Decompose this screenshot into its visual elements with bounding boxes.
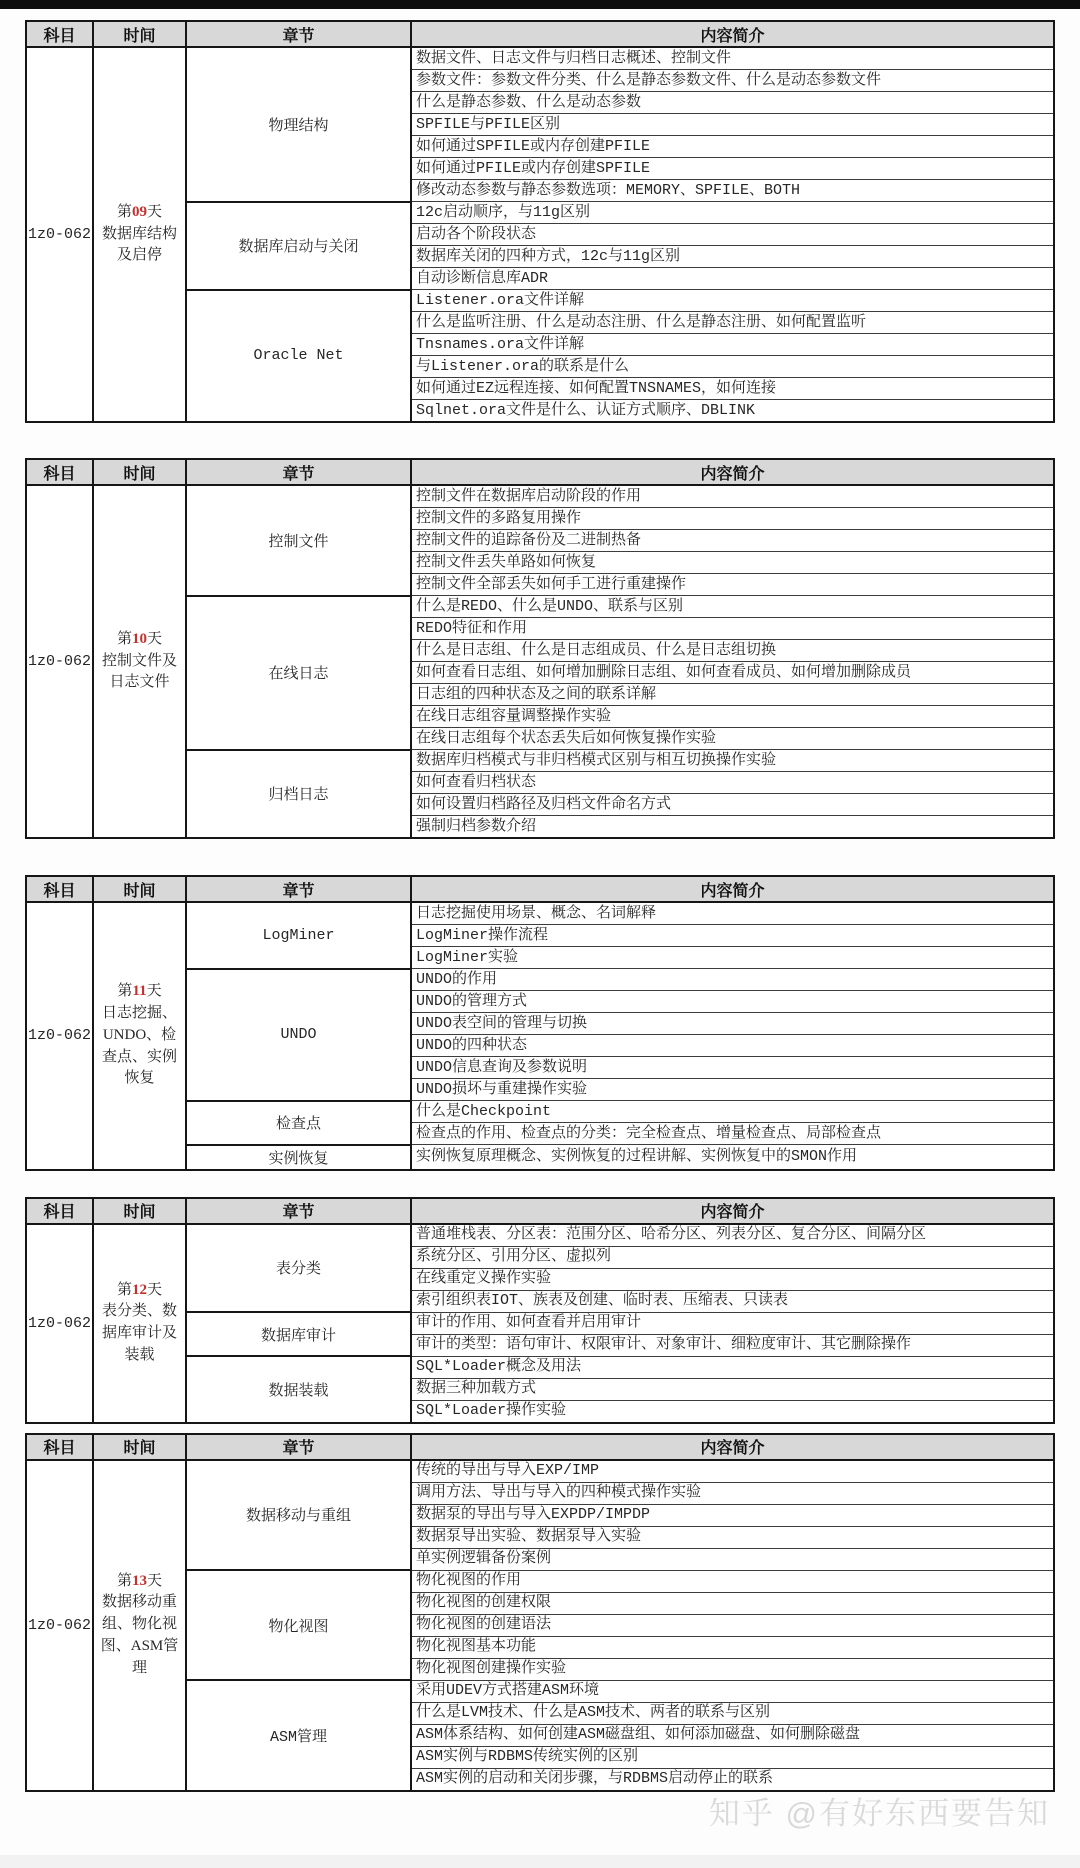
table-row [26, 47, 1054, 70]
content-cell: 审计的作用、如何查看并启用审计 [411, 1312, 1054, 1334]
day-suffix: 天 [147, 203, 163, 220]
content-cell: UNDO表空间的管理与切换 [411, 1013, 1054, 1035]
content-cell: ASM实例与RDBMS传统实例的区别 [411, 1746, 1054, 1768]
content-cell: 数据三种加载方式 [411, 1378, 1054, 1400]
day-number: 11 [132, 983, 147, 1000]
subject-cell: 1z0-062 [26, 47, 93, 422]
content-cell: 与Listener.ora的联系是什么 [411, 356, 1054, 378]
content-cell: 修改动态参数与静态参数选项：MEMORY、SPFILE、BOTH [411, 180, 1054, 202]
content-cell: 什么是Checkpoint [411, 1101, 1054, 1123]
chapter-cell: 归档日志 [186, 750, 411, 839]
content-cell: 如何通过EZ远程连接、如何配置TNSNAMES，如何连接 [411, 378, 1054, 400]
content-cell: 控制文件在数据库启动阶段的作用 [411, 485, 1054, 508]
table-row [26, 902, 1054, 925]
content-cell: Sqlnet.ora文件是什么、认证方式顺序、DBLINK [411, 400, 1054, 423]
chapter-cell: 数据库启动与关闭 [186, 202, 411, 290]
chapter-cell: 表分类 [186, 1224, 411, 1313]
time-cell [93, 902, 186, 1170]
time-cell [93, 1224, 186, 1423]
course-table [25, 20, 1055, 423]
content-cell: 控制文件的追踪备份及二进制热备 [411, 530, 1054, 552]
header-row [26, 1434, 1054, 1460]
time-desc: 数据移动重组、物化视图、ASM管理 [100, 1594, 179, 1676]
table-row [26, 485, 1054, 508]
content-cell: 强制归档参数介绍 [411, 816, 1054, 839]
column-header: 章节 [186, 1198, 411, 1224]
content-cell: 如何查看日志组、如何增加删除日志组、如何查看成员、如何增加删除成员 [411, 662, 1054, 684]
day-number: 10 [132, 630, 147, 647]
column-header: 科目 [26, 459, 93, 485]
column-header: 内容简介 [411, 1198, 1054, 1224]
chapter-cell: Oracle Net [186, 290, 411, 423]
column-header: 章节 [186, 21, 411, 47]
content-cell: 什么是静态参数、什么是动态参数 [411, 92, 1054, 114]
header-row [26, 21, 1054, 47]
content-cell: 数据库归档模式与非归档模式区别与相互切换操作实验 [411, 750, 1054, 772]
day-suffix: 天 [146, 983, 162, 1000]
day-label [99, 202, 180, 224]
content-cell: 数据库关闭的四种方式，12c与11g区别 [411, 246, 1054, 268]
content-cell: 数据文件、日志文件与归档日志概述、控制文件 [411, 47, 1054, 70]
chapter-cell: 在线日志 [186, 596, 411, 750]
content-cell: UNDO损坏与重建操作实验 [411, 1079, 1054, 1101]
content-cell: 采用UDEV方式搭建ASM环境 [411, 1680, 1054, 1702]
column-header: 时间 [93, 21, 186, 47]
chapter-cell: 控制文件 [186, 485, 411, 596]
course-table [25, 1433, 1055, 1792]
content-cell: 在线日志组每个状态丢失后如何恢复操作实验 [411, 728, 1054, 750]
content-cell: ASM实例的启动和关闭步骤，与RDBMS启动停止的联系 [411, 1768, 1054, 1791]
content-cell: 启动各个阶段状态 [411, 224, 1054, 246]
content-cell: SPFILE与PFILE区别 [411, 114, 1054, 136]
time-cell [93, 485, 186, 838]
content-cell: Listener.ora文件详解 [411, 290, 1054, 312]
chapter-cell: 数据库审计 [186, 1312, 411, 1356]
time-cell [93, 1460, 186, 1791]
content-cell: 控制文件的多路复用操作 [411, 508, 1054, 530]
chapter-cell: 检查点 [186, 1101, 411, 1145]
header-row [26, 459, 1054, 485]
day-suffix: 天 [147, 1281, 163, 1298]
chapter-cell: UNDO [186, 969, 411, 1101]
day-label [99, 629, 180, 651]
column-header: 章节 [186, 459, 411, 485]
time-cell [93, 47, 186, 422]
day-prefix: 第 [116, 630, 132, 647]
column-header: 科目 [26, 1198, 93, 1224]
content-cell: 在线日志组容量调整操作实验 [411, 706, 1054, 728]
day-prefix: 第 [116, 1281, 132, 1298]
content-cell: 日志组的四种状态及之间的联系详解 [411, 684, 1054, 706]
day-suffix: 天 [147, 630, 163, 647]
column-header: 章节 [186, 876, 411, 902]
day-prefix: 第 [117, 983, 133, 1000]
column-header: 内容简介 [411, 459, 1054, 485]
content-cell: 参数文件：参数文件分类、什么是静态参数文件、什么是动态参数文件 [411, 70, 1054, 92]
content-cell: 什么是日志组、什么是日志组成员、什么是日志组切换 [411, 640, 1054, 662]
time-desc: 控制文件及日志文件 [101, 652, 177, 691]
column-header: 科目 [26, 876, 93, 902]
content-cell: 什么是LVM技术、什么是ASM技术、两者的联系与区别 [411, 1702, 1054, 1724]
content-cell: LogMiner操作流程 [411, 925, 1054, 947]
content-cell: LogMiner实验 [411, 947, 1054, 969]
content-cell: 系统分区、引用分区、虚拟列 [411, 1246, 1054, 1268]
chapter-cell: ASM管理 [186, 1680, 411, 1791]
column-header: 内容简介 [411, 1434, 1054, 1460]
day-number: 09 [132, 203, 147, 220]
chapter-cell: 物化视图 [186, 1570, 411, 1680]
course-tables [25, 20, 1053, 1792]
content-cell: 什么是监听注册、什么是动态注册、什么是静态注册、如何配置监听 [411, 312, 1054, 334]
time-desc: 表分类、数据库审计及装载 [101, 1303, 177, 1363]
column-header: 时间 [93, 1434, 186, 1460]
column-header: 时间 [93, 459, 186, 485]
content-cell: 物化视图的创建语法 [411, 1614, 1054, 1636]
content-cell: 普通堆栈表、分区表：范围分区、哈希分区、列表分区、复合分区、间隔分区 [411, 1224, 1054, 1247]
content-cell: UNDO的四种状态 [411, 1035, 1054, 1057]
course-table [25, 458, 1055, 839]
time-desc: 日志挖掘、UNDO、检查点、实例恢复 [101, 1005, 177, 1087]
column-header: 时间 [93, 1198, 186, 1224]
content-cell: 数据泵的导出与导入EXPDP/IMPDP [411, 1504, 1054, 1526]
content-cell: UNDO的管理方式 [411, 991, 1054, 1013]
content-cell: 控制文件丢失单路如何恢复 [411, 552, 1054, 574]
column-header: 科目 [26, 21, 93, 47]
content-cell: 传统的导出与导入EXP/IMP [411, 1460, 1054, 1483]
content-cell: 如何查看归档状态 [411, 772, 1054, 794]
day-label [99, 1280, 180, 1302]
chapter-cell: 物理结构 [186, 47, 411, 202]
content-cell: 自动诊断信息库ADR [411, 268, 1054, 290]
content-cell: UNDO信息查询及参数说明 [411, 1057, 1054, 1079]
content-cell: 实例恢复原理概念、实例恢复的过程讲解、实例恢复中的SMON作用 [411, 1145, 1054, 1170]
content-cell: 单实例逻辑备份案例 [411, 1548, 1054, 1570]
chapter-cell: 数据装载 [186, 1356, 411, 1423]
content-cell: 在线重定义操作实验 [411, 1268, 1054, 1290]
subject-cell: 1z0-062 [26, 1460, 93, 1791]
top-black-bar [0, 0, 1080, 9]
column-header: 章节 [186, 1434, 411, 1460]
content-cell: 检查点的作用、检查点的分类：完全检查点、增量检查点、局部检查点 [411, 1123, 1054, 1145]
content-cell: Tnsnames.ora文件详解 [411, 334, 1054, 356]
content-cell: SQL*Loader概念及用法 [411, 1356, 1054, 1378]
subject-cell: 1z0-062 [26, 485, 93, 838]
watermark: 知乎 @有好东西要告知 [708, 1796, 1050, 1831]
column-header: 科目 [26, 1434, 93, 1460]
content-cell: 数据泵导出实验、数据泵导入实验 [411, 1526, 1054, 1548]
subject-cell: 1z0-062 [26, 902, 93, 1170]
day-prefix: 第 [116, 1572, 132, 1589]
content-cell: 审计的类型：语句审计、权限审计、对象审计、细粒度审计、其它删除操作 [411, 1334, 1054, 1356]
content-cell: 如何通过SPFILE或内存创建PFILE [411, 136, 1054, 158]
column-header: 内容简介 [411, 876, 1054, 902]
bottom-gray-strip [0, 1855, 1080, 1868]
chapter-cell: LogMiner [186, 902, 411, 969]
content-cell: 12c启动顺序，与11g区别 [411, 202, 1054, 224]
table-row [26, 1460, 1054, 1483]
content-cell: 调用方法、导出与导入的四种模式操作实验 [411, 1482, 1054, 1504]
header-row [26, 876, 1054, 902]
day-number: 12 [132, 1281, 147, 1298]
day-number: 13 [132, 1572, 147, 1589]
day-prefix: 第 [116, 203, 132, 220]
column-header: 时间 [93, 876, 186, 902]
content-cell: 如何通过PFILE或内存创建SPFILE [411, 158, 1054, 180]
content-cell: 索引组织表IOT、族表及创建、临时表、压缩表、只读表 [411, 1290, 1054, 1312]
content-cell: 物化视图创建操作实验 [411, 1658, 1054, 1680]
content-cell: 控制文件全部丢失如何手工进行重建操作 [411, 574, 1054, 596]
header-row [26, 1198, 1054, 1224]
content-cell: UNDO的作用 [411, 969, 1054, 991]
column-header: 内容简介 [411, 21, 1054, 47]
content-cell: ASM体系结构、如何创建ASM磁盘组、如何添加磁盘、如何删除磁盘 [411, 1724, 1054, 1746]
content-cell: SQL*Loader操作实验 [411, 1400, 1054, 1423]
course-table [25, 1197, 1055, 1424]
content-cell: 如何设置归档路径及归档文件命名方式 [411, 794, 1054, 816]
content-cell: 日志挖掘使用场景、概念、名词解释 [411, 902, 1054, 925]
content-cell: 物化视图基本功能 [411, 1636, 1054, 1658]
content-cell: 什么是REDO、什么是UNDO、联系与区别 [411, 596, 1054, 618]
subject-cell: 1z0-062 [26, 1224, 93, 1423]
chapter-cell: 数据移动与重组 [186, 1460, 411, 1571]
time-desc: 数据库结构及启停 [101, 225, 177, 264]
content-cell: 物化视图的作用 [411, 1570, 1054, 1592]
table-row [26, 1224, 1054, 1247]
content-cell: REDO特征和作用 [411, 618, 1054, 640]
course-table [25, 875, 1055, 1171]
chapter-cell: 实例恢复 [186, 1145, 411, 1170]
day-label [99, 1571, 180, 1593]
day-label [99, 981, 180, 1003]
day-suffix: 天 [147, 1572, 163, 1589]
content-cell: 物化视图的创建权限 [411, 1592, 1054, 1614]
